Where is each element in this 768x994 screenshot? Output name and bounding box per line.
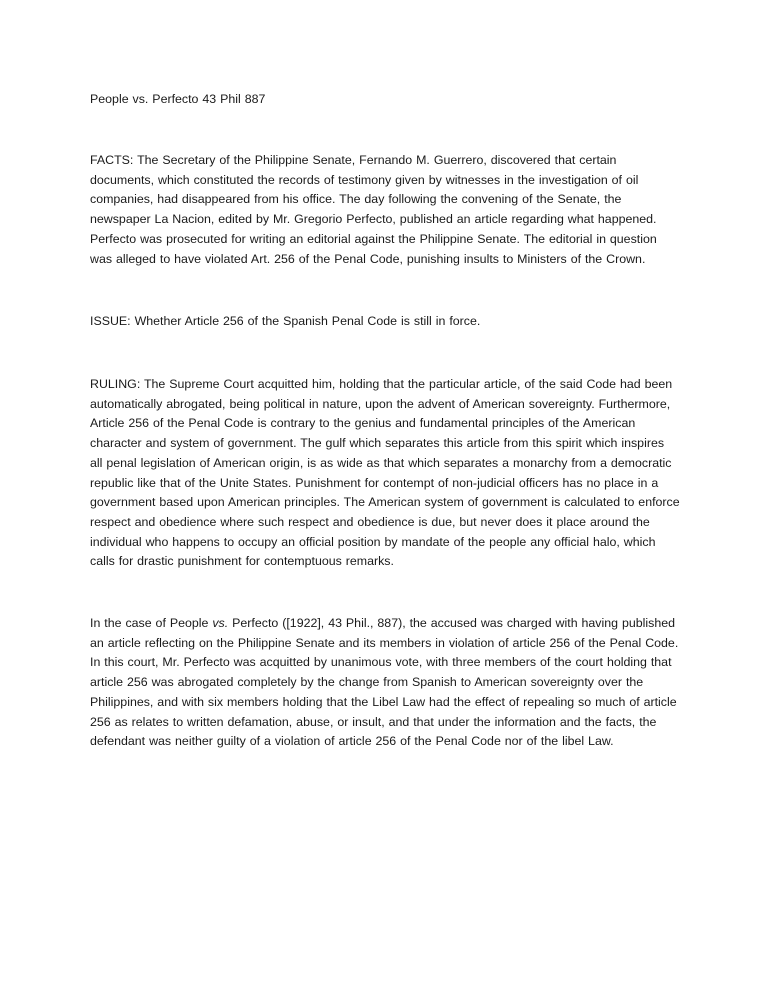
case-intro-text: In the case of People bbox=[90, 616, 213, 630]
ruling-paragraph: RULING: The Supreme Court acquitted him, holding that the particular article, of the said Code had been automatically abrogated, being political in nature, upon the advent of American sovereignty. Furthermore, Article 256 of the Penal Code is contrary to the genius and fundamental principles of the American character and system of government. The gulf which separates this article from this spirit which inspires all penal legislation of American origin, is as wide as that which separates a monarchy from a democratic republic like that of the Unite States. Punishment for contempt of non-judicial officers has no place in a government based upon American principles. The American system of government is calculated to enforce respect and obedience where such respect and obedience is due, but never does it place around the individual who happens to occupy an official position by mandate of the people any official halo, which calls for drastic punishment for contemptuous remarks. bbox=[90, 377, 680, 569]
issue-paragraph: ISSUE: Whether Article 256 of the Spanish Penal Code is still in force. bbox=[90, 314, 481, 328]
case-vs-text: vs. bbox=[212, 616, 229, 630]
facts-paragraph: FACTS: The Secretary of the Philippine Senate, Fernando M. Guerrero, discovered that certain documents, which constituted the records of testimony given by witnesses in the investigation of oil companies, had disappeared from his office. The day following the convening of the Senate, the newspaper La Nacion, edited by Mr. Gregorio Perfecto, published an article regarding what happened. Perfecto was prosecuted for writing an editorial against the Philippine Senate. The editorial in question was alleged to have violated Art. 256 of the Penal Code, punishing insults to Ministers of the Crown. bbox=[90, 153, 657, 266]
case-rest-text: Perfecto ([1922], 43 Phil., 887), the accused was charged with having published an article reflecting on the Philippine Senate and its members in violation of article 256 of the Penal Code. In this court, Mr. Perfecto was acquitted by unanimous vote, with three members of the court holding that article 256 was abrogated completely by the change from Spanish to American sovereignty over the Philippines, and with six members holding that the Libel Law had the effect of repealing so much of article 256 as relates to written defamation, abuse, or insult, and that under the information and the facts, the defendant was neither guilty of a violation of article 256 of the Penal Code nor of the libel Law. bbox=[90, 616, 679, 749]
document-title: People vs. Perfecto 43 Phil 887 bbox=[90, 92, 266, 106]
case-paragraph bbox=[90, 614, 680, 752]
